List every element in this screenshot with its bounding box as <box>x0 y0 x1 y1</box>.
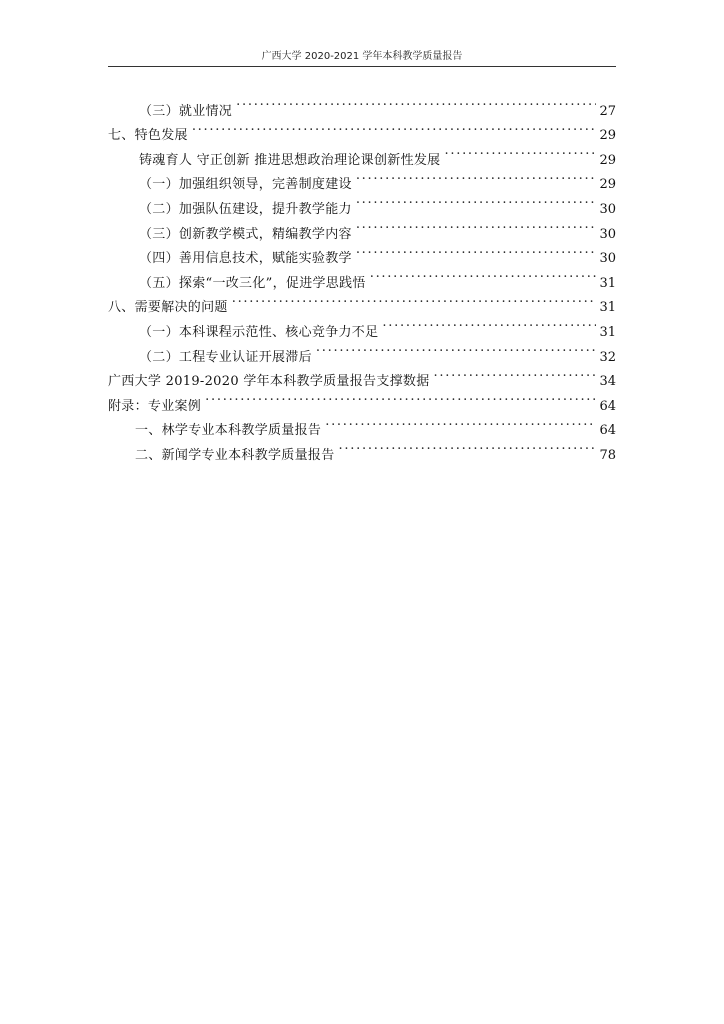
toc-entry-title: （二）工程专业认证开展滞后 <box>139 349 312 365</box>
toc-entry-title: （一）加强组织领导，完善制度建设 <box>139 177 352 193</box>
toc-entry-title: 附录：专业案例 <box>108 398 202 414</box>
toc-dot-leader <box>434 361 597 386</box>
toc-entry-title: 广西大学 2019-2020 学年本科教学质量报告支撑数据 <box>108 374 430 390</box>
toc-entry-page: 30 <box>599 226 616 242</box>
toc-dot-leader <box>356 238 597 263</box>
toc-entry-page: 27 <box>599 103 616 119</box>
toc-entry-page: 64 <box>599 423 616 439</box>
toc-dot-leader <box>236 90 596 115</box>
toc-entry-page: 29 <box>599 152 616 168</box>
toc-entry-page: 32 <box>599 349 616 365</box>
toc-entry-page: 29 <box>599 177 616 193</box>
toc-dot-leader <box>192 115 597 140</box>
toc-entry-title: 七、特色发展 <box>108 128 188 144</box>
toc-entry-page: 34 <box>599 374 616 390</box>
toc-dot-leader <box>232 287 597 312</box>
toc-entry-page: 31 <box>599 300 616 316</box>
toc-entry-page: 30 <box>599 251 616 267</box>
toc-entry-page: 29 <box>599 128 616 144</box>
toc-entry-title: 一、林学专业本科教学质量报告 <box>135 423 322 439</box>
toc-dot-leader <box>444 139 596 164</box>
toc-entry-title: 铸魂育人 守正创新 推进思想政治理论课创新性发展 <box>139 152 441 168</box>
toc-entry-page: 78 <box>599 447 616 463</box>
toc-dot-leader <box>370 262 597 287</box>
header-divider <box>108 66 616 67</box>
toc-entry-page: 64 <box>599 398 616 414</box>
toc-dot-leader <box>356 213 597 238</box>
toc-entry-title: 二、新闻学专业本科教学质量报告 <box>135 447 335 463</box>
toc-dot-leader <box>382 311 596 336</box>
toc-dot-leader <box>356 188 597 213</box>
toc-entry-title: （一）本科课程示范性、核心竞争力不足 <box>139 324 379 340</box>
toc-dot-leader <box>316 336 597 361</box>
running-header: 广西大学 2020-2021 学年本科教学质量报告 <box>261 51 463 62</box>
table-of-contents <box>108 90 616 463</box>
toc-entry-title: （五）探索“一改三化”，促进学思践悟 <box>139 275 366 291</box>
toc-dot-leader <box>205 385 596 410</box>
toc-dot-leader <box>325 410 596 435</box>
toc-entry-page: 31 <box>599 275 616 291</box>
toc-entry-page: 31 <box>599 324 616 340</box>
toc-entry-title: 八、需要解决的问题 <box>108 300 228 316</box>
toc-entry-title: （三）就业情况 <box>139 103 233 119</box>
toc-entry-page: 30 <box>599 201 616 217</box>
toc-dot-leader <box>356 164 597 189</box>
toc-dot-leader <box>339 434 597 459</box>
toc-entry-title: （三）创新教学模式，精编教学内容 <box>139 226 352 242</box>
toc-entry[interactable] <box>108 90 616 119</box>
toc-entry-title: （二）加强队伍建设，提升教学能力 <box>139 201 352 217</box>
toc-entry-title: （四）善用信息技术，赋能实验教学 <box>139 251 352 267</box>
